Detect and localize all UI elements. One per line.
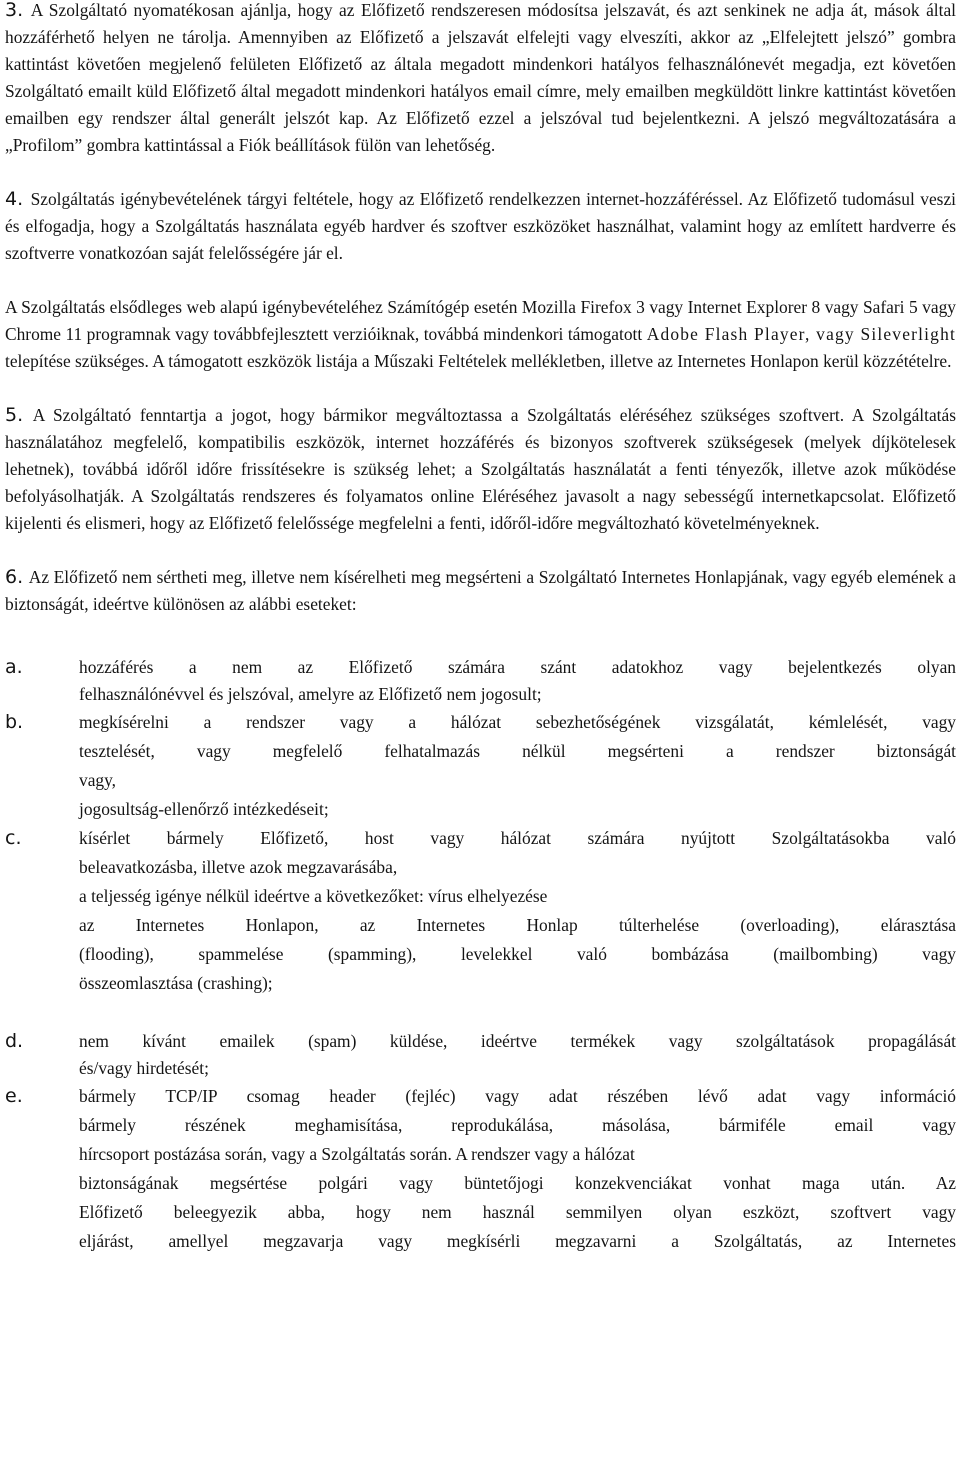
list-line: a teljesség igénye nélkül ideértve a következőket: vírus elhelyezése [79,886,548,906]
list-line: az Internetes Honlapon, az Internetes Honlap túlterhelése (overloading), elárasztása [79,915,956,935]
list-marker: e. [5,1085,23,1107]
list-item-b [5,708,956,824]
list-line: beleavatkozásba, illetve azok megzavarásába, [79,857,398,877]
list-line: hírcsoport postázása során, vagy a Szolgáltatás során. A rendszer vagy a hálózat [79,1144,635,1164]
list-line: megkísérelni a rendszer vagy a hálózat sebezhetőségének vizsgálatát, kémlelését, vagy [79,712,956,732]
section-text: Szolgáltatás igénybevételének tárgyi feltétele, hogy az Előfizető rendelkezzen internet-hozzáféréssel. Az Előfizető tudomásul veszi és elfogadja, hogy a Szolgáltatás használata egyéb hardver és szoftver eszközöket használhat, valamint hogy az említett hardverre és szoftverre vonatkozóan saját felelősségére jár el. [5,189,956,263]
section-number: 5. [5,404,24,426]
section-6 [5,564,956,618]
list-line: jogosultság-ellenőrző intézkedéseit; [79,799,329,819]
list-marker: c. [5,827,22,849]
list-marker: b. [5,711,24,733]
spacer [5,267,956,294]
section-number: 4. [5,188,24,210]
section-3 [5,0,956,159]
section-number: 6. [5,566,24,588]
list-line: hozzáférés a nem az Előfizető számára szánt adatokhoz vagy bejelentkezés olyan [79,657,956,677]
paragraph-text: telepítése szükséges. A támogatott eszközök listája a Műszaki Feltételek mellékletben, illetve az Internetes Honlapon kerül közzétételre. [5,351,952,371]
section-4 [5,186,956,267]
list-line: és/vagy hirdetését; [79,1058,209,1078]
list-line: felhasználónévvel és jelszóval, amelyre az Előfizető nem jogosult; [79,684,542,704]
list-marker: a. [5,656,23,678]
spacer [5,537,956,564]
list-item-a [5,654,956,708]
spacer [5,998,956,1028]
list-line: eljárást, amellyel megzavarja vagy megkísérli megzavarni a Szolgáltatás, az Internetes [79,1231,956,1251]
section-text: A Szolgáltató fenntartja a jogot, hogy bármikor megváltoztassa a Szolgáltatás eléréséhez szükséges szoftvert. A Szolgáltatás használatához megfelelő, kompatibilis eszközök, internet hozzáférés és bizonyos szoftverek szükségesek (melyek díjkötelesek lehetnek), továbbá időről időre frissítésekre is szükség lehet; a Szolgáltatás használatát a fenti tényezők, illetve azok működése befolyásolhatják. A Szolgáltatás rendszeres és folyamatos online Eléréséhez javasolt a nagy sebességű internetkapcsolat. Előfizető kijelenti és elismeri, hogy az Előfizető felelőssége megfelelni a fenti, időről-időre megváltozható követelményeknek. [5,405,956,533]
paragraph-text-spaced: Adobe Flash Player, vagy Sileverlight [646,324,956,344]
list-line: Előfizető beleegyezik abba, hogy nem használ semmilyen olyan eszközt, szoftvert vagy [79,1202,956,1222]
list-line: tesztelését, vagy megfelelő felhatalmazás nélkül megsérteni a rendszer biztonságát [79,741,956,761]
section-text: Az Előfizető nem sértheti meg, illetve nem kísérelheti meg megsérteni a Szolgáltató Internetes Honlapjának, vagy egyéb elemének a biztonságát, ideértve különösen az alábbi eseteket: [5,567,957,614]
list-item-e [5,1082,956,1256]
list-line: bármely TCP/IP csomag header (fejléc) vagy adat részében lévő adat vagy információ [79,1086,956,1106]
list-line: biztonságának megsértése polgári vagy büntetőjogi konzekvenciákat vonhat maga után. Az [79,1173,956,1193]
section-5 [5,402,956,537]
list-line: kísérlet bármely Előfizető, host vagy hálózat számára nyújtott Szolgáltatásokba való [79,828,956,848]
list-line: bármely részének meghamisítása, reprodukálása, másolása, bármiféle email vagy [79,1115,956,1135]
paragraph-text: A Szolgáltatás elsődleges web alapú igénybevételéhez Számítógép esetén Mozilla Firefox 3 vagy Internet Explorer 8 vagy Safari 5 vagy Chrome 11 programnak vagy továbbfejlesztett verzióiknak, továbbá mindenkori támogatott [5,297,956,344]
spacer [5,618,956,654]
list-line: összeomlasztása (crashing); [79,973,273,993]
list-line: (flooding), spammelése (spamming), levelekkel való bombázása (mailbombing) vagy [79,944,956,964]
spacer [5,159,956,186]
list-item-d [5,1028,956,1082]
spacer [5,375,956,402]
list-marker: d. [5,1030,24,1052]
list-line: nem kívánt emailek (spam) küldése, ideértve termékek vagy szolgáltatások propagálását [79,1031,956,1051]
list-line: vagy, [79,770,117,790]
section-number: 3. [5,0,24,21]
list-item-c [5,824,956,998]
section-4-paragraph-2 [5,294,956,375]
section-text: A Szolgáltató nyomatékosan ajánlja, hogy az Előfizető rendszeresen módosítsa jelszavát, és azt senkinek ne adja át, mások által hozzáférhető helyen ne tárolja. Amennyiben az Előfizető a jelszavát elfelejti vagy elveszíti, akkor az „Elfelejtett jelszó” gombra kattintást követően megjelenő felületen Előfizető az általa megadott mindenkori hatályos felhasználónevét megadja, ezt követően Szolgáltató emailt küld Előfizető által megadott mindenkori hatályos email címre, mely emailben megküldött linkre kattintást követően emailben egy rendszer által generált jelszót kap. Az Előfizető ezzel a jelszóval tud bejelentkezni. A jelszó megváltozatására a „Profilom” gombra kattintással a Fiók beállítások fülön van lehetőség. [5,0,957,155]
